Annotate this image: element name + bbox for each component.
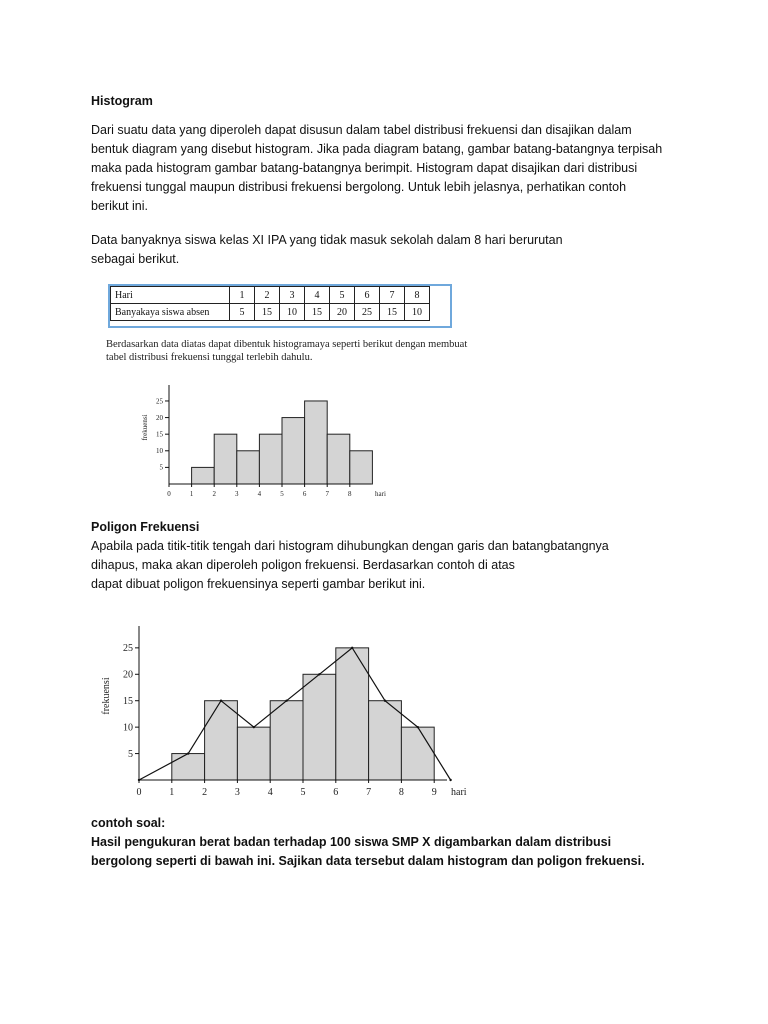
table-cell: 6 — [355, 287, 380, 304]
histogram-bar — [214, 434, 237, 484]
table-row — [111, 304, 430, 321]
polygon-point — [220, 700, 222, 702]
y-tick-label: 5 — [159, 463, 163, 472]
table-cell: 25 — [355, 304, 380, 321]
polygon-point — [384, 700, 386, 702]
x-tick-label: 2 — [202, 787, 208, 798]
caption-line: tabel distribusi frekuensi tunggal terlebih dahulu. — [106, 352, 313, 363]
x-axis-label: hari — [451, 787, 467, 798]
table-cell: 15 — [305, 304, 330, 321]
y-axis-label: frekuensi — [101, 677, 112, 715]
table-cell: 15 — [380, 304, 405, 321]
poligon-heading: Poligon Frekuensi — [91, 520, 200, 534]
histogram-bar — [336, 648, 369, 780]
polygon-point — [285, 700, 287, 702]
intro-line: Data banyaknya siswa kelas XI IPA yang tidak masuk sekolah dalam 8 hari berurutan — [91, 233, 563, 247]
x-tick-label: 6 — [302, 490, 307, 498]
y-tick-label: 10 — [156, 447, 163, 456]
histogram-bar — [259, 434, 282, 484]
table-cell: 2 — [255, 287, 280, 304]
polygon-point — [449, 779, 451, 781]
x-tick-label: 5 — [280, 490, 284, 498]
paragraph-line: Hasil pengukuran berat badan terhadap 100 siswa SMP X digambarkan dalam distribusi — [91, 835, 612, 849]
table-row-label: Banyakaya siswa absen — [111, 304, 230, 321]
histogram-caption — [106, 338, 486, 364]
table-cell: 10 — [280, 304, 305, 321]
polygon-point — [351, 647, 353, 649]
paragraph-line: bentuk diagram yang disebut histogram. Jika pada diagram batang, gambar batang-batangnya terpisah — [91, 142, 663, 156]
histogram-bar — [401, 727, 434, 780]
table-cell: 1 — [230, 287, 255, 304]
absence-table — [110, 286, 430, 321]
histogram-bar — [327, 434, 350, 484]
x-tick-label: 7 — [366, 787, 372, 798]
paragraph-line: dihapus, maka akan diperoleh poligon frekuensi. Berdasarkan contoh di atas — [91, 558, 515, 572]
contoh-heading: contoh soal: — [91, 816, 166, 830]
histogram-chart — [135, 378, 395, 504]
histogram-bar — [270, 701, 303, 780]
histogram-bar — [192, 467, 215, 484]
histogram-bar — [369, 701, 402, 780]
x-tick-label: 4 — [257, 490, 262, 498]
x-tick-label: 2 — [212, 490, 216, 498]
table-cell: 5 — [330, 287, 355, 304]
table-cell: 5 — [230, 304, 255, 321]
x-tick-label: 1 — [169, 787, 175, 798]
x-tick-label: 7 — [325, 490, 329, 498]
paragraph-line: maka pada histogram gambar batang-batangnya berimpit. Histogram dapat disajikan dari distribusi — [91, 161, 638, 175]
y-tick-label: 10 — [123, 722, 133, 734]
histogram-bar — [172, 754, 205, 780]
polygon-chart — [95, 612, 485, 804]
y-tick-label: 25 — [123, 643, 133, 655]
x-tick-label: 4 — [267, 787, 273, 798]
table-row — [111, 287, 430, 304]
caption-line: Berdasarkan data diatas dapat dibentuk histogramaya seperti berikut dengan membuat — [106, 339, 468, 350]
polygon-point — [138, 779, 140, 781]
x-tick-label: 0 — [136, 787, 142, 798]
histogram-bar — [282, 418, 305, 484]
x-tick-label: 3 — [235, 490, 239, 498]
x-tick-label: 3 — [234, 787, 240, 798]
table-cell: 20 — [330, 304, 355, 321]
table-row-label: Hari — [111, 287, 230, 304]
y-axis-label: frekuensi — [141, 414, 149, 441]
x-tick-label: 8 — [348, 490, 352, 498]
table-cell: 3 — [280, 287, 305, 304]
histogram-bar — [305, 401, 328, 484]
histogram-heading: Histogram — [91, 94, 153, 108]
histogram-bar — [205, 701, 238, 780]
polygon-point — [417, 726, 419, 728]
polygon-point — [187, 752, 189, 754]
y-tick-label: 20 — [123, 669, 133, 681]
histogram-bar — [237, 727, 270, 780]
x-tick-label: 5 — [300, 787, 306, 798]
x-axis-label: hari — [375, 490, 386, 498]
x-tick-label: 1 — [189, 490, 194, 498]
x-tick-label: 8 — [398, 787, 404, 798]
intro-line: sebagai berikut. — [91, 252, 180, 266]
y-tick-label: 5 — [128, 748, 133, 760]
table-cell: 8 — [405, 287, 430, 304]
polygon-point — [253, 726, 255, 728]
paragraph-line: Dari suatu data yang diperoleh dapat disusun dalam tabel distribusi frekuensi dan disajikan dalam — [91, 123, 632, 137]
histogram-bar — [303, 674, 336, 780]
paragraph-line: frekuensi tunggal maupun distribusi frekuensi bergolong. Untuk lebih jelasnya, perhatikan contoh — [91, 180, 627, 194]
table-cell: 10 — [405, 304, 430, 321]
histogram-bar — [237, 451, 260, 484]
y-tick-label: 15 — [156, 430, 163, 439]
paragraph-line: bergolong seperti di bawah ini. Sajikan data tersebut dalam histogram dan poligon frekuensi. — [91, 854, 645, 868]
polygon-point — [318, 673, 320, 675]
paragraph-line: dapat dibuat poligon frekuensinya seperti gambar berikut ini. — [91, 577, 426, 591]
y-tick-label: 25 — [156, 397, 163, 406]
paragraph-line: Apabila pada titik-titik tengah dari histogram dihubungkan dengan garis dan batangbatangnya — [91, 539, 609, 553]
x-tick-label: 6 — [333, 787, 339, 798]
x-tick-label: 0 — [167, 490, 171, 498]
table-cell: 15 — [255, 304, 280, 321]
paragraph-line: berikut ini. — [91, 199, 148, 213]
y-tick-label: 20 — [156, 413, 163, 422]
histogram-bar — [350, 451, 373, 484]
table-cell: 7 — [380, 287, 405, 304]
y-tick-label: 15 — [123, 696, 133, 708]
x-tick-label: 9 — [431, 787, 437, 798]
table-cell: 4 — [305, 287, 330, 304]
